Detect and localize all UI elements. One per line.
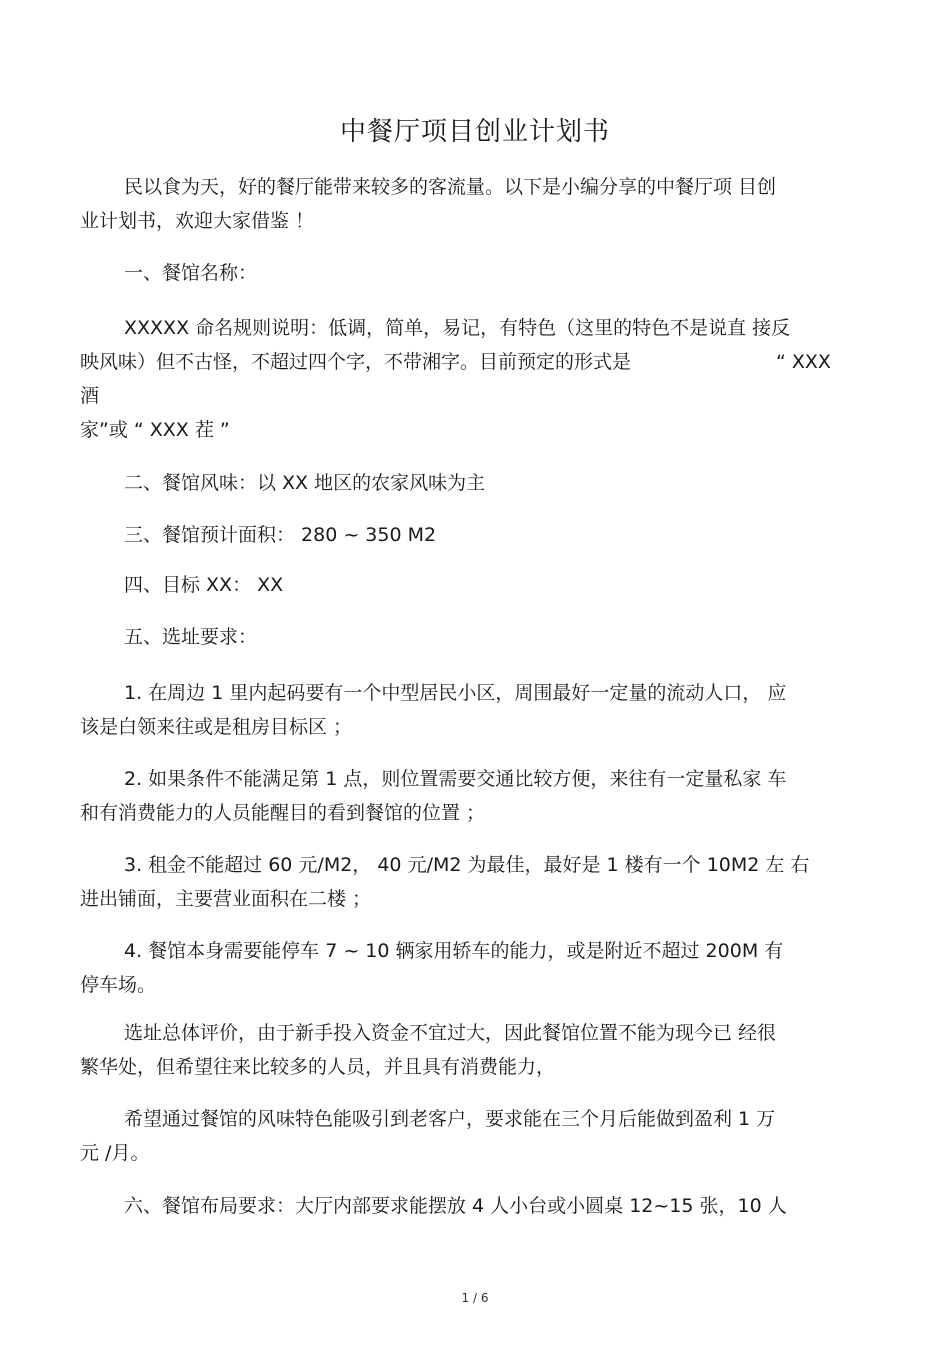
requirement-2-line-2: 和有消费能力的人员能醒目的看到餐馆的位置 ； [80, 802, 486, 824]
requirement-2 [80, 762, 870, 830]
profit-goal-line-2: 元 /月。 [80, 1142, 150, 1164]
requirement-4-line-1: 4. 餐馆本身需要能停车 7 ~ 10 辆家用轿车的能力，或是附近不超过 200M 有 [124, 940, 784, 962]
document-title: 中餐厅项目创业计划书 [339, 117, 610, 147]
page-number: 1 / 6 [461, 1291, 489, 1305]
requirement-1-line-1: 1. 在周边 1 里内起码要有一个中型居民小区，周围最好一定量的流动人口， 应 [124, 682, 787, 704]
site-evaluation-line-2: 繁华处，但希望往来比较多的人员，并且具有消费能力， [80, 1056, 556, 1078]
section-5-heading [80, 620, 870, 654]
section-2-text: 二、餐馆风味：以 XX 地区的农家风味为主 [124, 472, 486, 494]
requirement-3-line-2: 进出铺面，主要营业面积在二楼 ； [80, 888, 372, 910]
naming-paragraph [80, 311, 870, 447]
profit-goal-paragraph [80, 1102, 870, 1170]
requirement-1-line-2: 该是白领来往或是租房目标区 ； [80, 716, 353, 738]
intro-line-2: 业计划书，欢迎大家借鉴 ！ [80, 210, 315, 232]
section-1-heading-text: 一、餐馆名称： [124, 262, 258, 284]
naming-line-4: 家”或 “ XXX 茬 ” [80, 419, 230, 441]
requirement-1 [80, 676, 870, 744]
requirement-2-line-1: 2. 如果条件不能满足第 1 点，则位置需要交通比较方便，来往有一定量私家 车 [124, 768, 787, 790]
site-evaluation-line-1: 选址总体评价，由于新手投入资金不宜过大，因此餐馆位置不能为现今已 经很 [124, 1022, 777, 1044]
intro-line-1: 民以食为天，好的餐厅能带来较多的客流量。以下是小编分享的中餐厅项 目创 [124, 176, 777, 198]
naming-line-2 [80, 345, 870, 379]
requirement-3-line-1: 3. 租金不能超过 60 元/M2， 40 元/M2 为最佳，最好是 1 楼有一个 10M2 左 右 [124, 854, 810, 876]
naming-line-1: XXXXX 命名规则说明：低调，简单，易记，有特色（这里的特色不是说直 接反 [124, 317, 791, 339]
profit-goal-line-1: 希望通过餐馆的风味特色能吸引到老客户，要求能在三个月后能做到盈利 1 万 [124, 1108, 776, 1130]
section-2 [80, 466, 870, 500]
naming-line-2-quote: “ XXX [776, 351, 831, 373]
requirement-3 [80, 848, 870, 916]
requirement-4 [80, 934, 870, 1002]
section-4-text: 四、目标 XX： XX [124, 574, 284, 596]
section-6-text: 六、餐馆布局要求：大厅内部要求能摆放 4 人小台或小圆桌 12~15 张，10 人 [124, 1195, 787, 1217]
section-5-heading-text: 五、选址要求： [124, 626, 258, 648]
naming-line-2-text: 映风味）但不古怪，不超过四个字，不带湘字。目前预定的形式是 [80, 351, 632, 373]
section-1-heading [80, 256, 870, 290]
naming-line-3: 酒 [80, 385, 100, 407]
section-4 [80, 568, 870, 602]
section-3-text: 三、餐馆预计面积： 280 ~ 350 M2 [124, 524, 437, 546]
section-6 [80, 1189, 870, 1223]
section-3 [80, 518, 870, 552]
requirement-4-line-2: 停车场。 [80, 974, 157, 996]
intro-paragraph [80, 170, 870, 238]
site-evaluation-paragraph [80, 1016, 870, 1084]
